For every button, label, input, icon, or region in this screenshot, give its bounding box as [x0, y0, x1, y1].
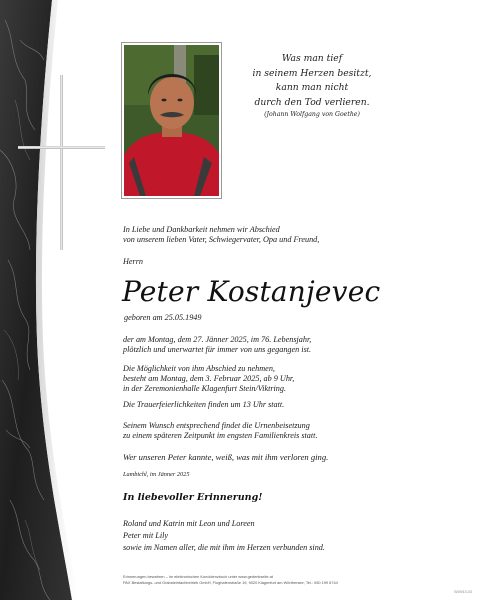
- ceremony-time: Die Trauerfeierlichkeiten finden um 13 Uhr statt.: [123, 400, 285, 409]
- death-line-1: der am Montag, dem 27. Jänner 2025, im 76. Lebensjahr,: [123, 335, 312, 344]
- deceased-name: Peter Kostanjevec: [122, 275, 381, 308]
- footer-company-address: PAX Bestattungs- und Grabsteinfachbetrieb GmbH, Flughafenstraße 19, 9020 Klagenfurt am Wörthersee, Tel.: 050 199 6744: [123, 580, 338, 585]
- cross-vertical-bar: [60, 75, 63, 250]
- farewell-line-2: besteht am Montag, dem 3. Februar 2025, ab 9 Uhr,: [123, 374, 295, 383]
- quote-line: durch den Tod verlieren.: [254, 96, 370, 108]
- farewell-line-1: Die Möglichkeit von ihm Abschied zu nehmen,: [123, 364, 275, 373]
- quote-author: (Johann Wolfgang von Goethe): [264, 111, 360, 119]
- urn-line-1: Seinem Wunsch entsprechend findet die Urnenbeisetzung: [123, 421, 310, 430]
- quote-line: kann man nicht: [275, 82, 349, 94]
- death-line-2: plötzlich und unerwartet für immer von uns gegangen ist.: [123, 345, 312, 354]
- portrait-image: [124, 45, 219, 196]
- family-line-2: Peter mit Lily: [123, 531, 169, 540]
- remembrance-heading: In liebevoller Erinnerung!: [123, 492, 263, 503]
- quote-line: Was man tief: [281, 53, 343, 64]
- cross-horizontal-bar: [18, 146, 105, 149]
- document-code: B/09/10-03: [454, 590, 472, 594]
- intro-line-2: von unserem lieben Vater, Schwiegervater, Opa und Freund,: [123, 235, 320, 244]
- marble-band: [0, 0, 100, 600]
- intro-line-1: In Liebe und Dankbarkeit nehmen wir Abschied: [123, 225, 280, 234]
- closing-sentence: Wer unseren Peter kannte, weiß, was mit ihm verloren ging.: [123, 452, 329, 462]
- farewell-line-3: in der Zeremonienhalle Klagenfurt Stein/Viktring.: [123, 384, 287, 393]
- place-date: Lambichl, im Jänner 2025: [123, 471, 190, 478]
- urn-line-2: zu einem späteren Zeitpunkt im engsten Familienkreis statt.: [123, 431, 318, 440]
- salutation: Herrn: [123, 257, 144, 266]
- quote-line: in seinem Herzen besitzt,: [252, 67, 372, 79]
- portrait-photo: [121, 42, 222, 199]
- footer-condolence-link: Erinnerungen bewahren – Im elektronischen Kondolenzbuch unter www.gedenkseite.at: [123, 574, 273, 579]
- quote-block: [232, 52, 392, 120]
- birth-date: geboren am 25.05.1949: [124, 313, 202, 322]
- family-line-1: Roland und Katrin mit Leon und Loreen: [123, 519, 255, 528]
- family-line-3: sowie im Namen aller, die mit ihm im Herzen verbunden sind.: [123, 543, 325, 552]
